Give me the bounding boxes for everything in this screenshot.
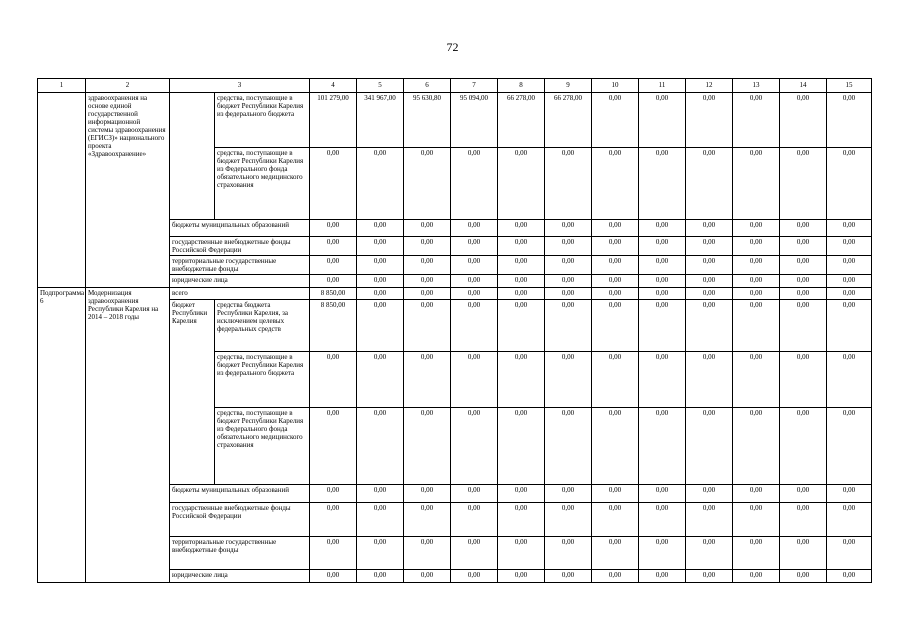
value-cell: 0,00	[592, 503, 639, 537]
value-cell: 0,00	[310, 570, 357, 583]
value-cell: 0,00	[498, 300, 545, 352]
funding-source-label: государственные внебюджетные фонды Российской Федерации	[170, 237, 310, 256]
value-cell: 0,00	[404, 237, 451, 256]
value-cell: 0,00	[780, 93, 827, 148]
value-cell: 8 850,00	[310, 300, 357, 352]
value-cell: 0,00	[451, 288, 498, 300]
value-cell: 0,00	[404, 220, 451, 237]
value-cell: 0,00	[780, 485, 827, 503]
value-cell: 0,00	[639, 503, 686, 537]
value-cell: 0,00	[357, 288, 404, 300]
column-number: 12	[686, 79, 733, 93]
value-cell: 0,00	[451, 408, 498, 485]
value-cell: 0,00	[357, 275, 404, 288]
value-cell: 0,00	[404, 288, 451, 300]
value-cell: 0,00	[686, 485, 733, 503]
value-cell: 0,00	[545, 237, 592, 256]
value-cell: 0,00	[639, 275, 686, 288]
value-cell: 95 630,80	[404, 93, 451, 148]
value-cell: 0,00	[733, 148, 780, 220]
value-cell: 0,00	[686, 537, 733, 570]
value-cell: 0,00	[780, 352, 827, 408]
funding-source-label: государственные внебюджетные фонды Российской Федерации	[170, 503, 310, 537]
value-cell: 0,00	[686, 148, 733, 220]
column-number: 13	[733, 79, 780, 93]
value-cell: 0,00	[357, 237, 404, 256]
value-cell: 0,00	[827, 275, 872, 288]
value-cell: 0,00	[733, 537, 780, 570]
value-cell: 0,00	[780, 537, 827, 570]
value-cell: 0,00	[780, 408, 827, 485]
value-cell: 0,00	[780, 237, 827, 256]
value-cell: 0,00	[451, 275, 498, 288]
value-cell: 66 278,00	[498, 93, 545, 148]
value-cell: 0,00	[451, 300, 498, 352]
value-cell: 0,00	[451, 148, 498, 220]
value-cell: 0,00	[827, 93, 872, 148]
value-cell: 0,00	[733, 288, 780, 300]
value-cell: 0,00	[686, 93, 733, 148]
value-cell: 0,00	[545, 288, 592, 300]
value-cell: 0,00	[592, 220, 639, 237]
value-cell: 0,00	[639, 288, 686, 300]
value-cell: 0,00	[592, 352, 639, 408]
value-cell: 0,00	[404, 148, 451, 220]
value-cell: 0,00	[780, 300, 827, 352]
value-cell: 8 850,00	[310, 288, 357, 300]
column-number: 11	[639, 79, 686, 93]
subprogram-name: Модернизация здравоохранения Республики Карелия на 2014 – 2018 годы	[86, 288, 170, 583]
value-cell: 0,00	[545, 570, 592, 583]
value-cell: 0,00	[733, 352, 780, 408]
value-cell: 0,00	[827, 485, 872, 503]
value-cell: 0,00	[592, 288, 639, 300]
value-cell: 0,00	[592, 408, 639, 485]
value-cell: 0,00	[827, 237, 872, 256]
value-cell: 0,00	[545, 220, 592, 237]
value-cell: 0,00	[592, 537, 639, 570]
column-number: 5	[357, 79, 404, 93]
value-cell: 0,00	[310, 256, 357, 275]
value-cell: 0,00	[592, 256, 639, 275]
value-cell: 0,00	[498, 275, 545, 288]
value-cell: 0,00	[545, 275, 592, 288]
value-cell: 0,00	[827, 352, 872, 408]
page-number: 72	[446, 40, 459, 54]
value-cell: 0,00	[686, 570, 733, 583]
value-cell: 66 278,00	[545, 93, 592, 148]
value-cell: 0,00	[545, 256, 592, 275]
value-cell: 0,00	[827, 503, 872, 537]
header-row	[38, 79, 872, 93]
value-cell: 0,00	[451, 237, 498, 256]
value-cell: 0,00	[310, 237, 357, 256]
value-cell: 0,00	[733, 503, 780, 537]
value-cell: 0,00	[451, 503, 498, 537]
value-cell: 0,00	[733, 220, 780, 237]
value-cell: 0,00	[686, 503, 733, 537]
value-cell: 0,00	[545, 503, 592, 537]
value-cell: 0,00	[780, 275, 827, 288]
value-cell: 0,00	[780, 503, 827, 537]
funding-source-label: юридические лица	[170, 570, 310, 583]
table-row	[38, 288, 872, 300]
subprogram-code: Подпрограмма 6	[38, 288, 86, 583]
funding-source-label: территориальные государственные внебюджетные фонды	[170, 537, 310, 570]
funding-source-label: средства, поступающие в бюджет Республики Карелия из Федерального фонда обязательного медицинского страхования	[215, 408, 310, 485]
column-number: 15	[827, 79, 872, 93]
value-cell: 0,00	[639, 570, 686, 583]
funding-source-label: средства, поступающие в бюджет Республики Карелия из Федерального фонда обязательного медицинского страхования	[215, 148, 310, 220]
value-cell: 0,00	[357, 256, 404, 275]
value-cell: 0,00	[451, 256, 498, 275]
row-code-cell	[38, 93, 86, 288]
value-cell: 0,00	[639, 408, 686, 485]
value-cell: 0,00	[357, 570, 404, 583]
value-cell: 0,00	[310, 537, 357, 570]
column-number: 10	[592, 79, 639, 93]
value-cell: 0,00	[310, 148, 357, 220]
value-cell: 0,00	[310, 503, 357, 537]
value-cell: 0,00	[639, 237, 686, 256]
value-cell: 0,00	[827, 537, 872, 570]
value-cell: 0,00	[404, 300, 451, 352]
value-cell: 0,00	[498, 288, 545, 300]
budget-table	[37, 78, 872, 583]
value-cell: 0,00	[780, 220, 827, 237]
value-cell: 0,00	[498, 485, 545, 503]
column-number: 14	[780, 79, 827, 93]
value-cell: 0,00	[827, 570, 872, 583]
value-cell: 0,00	[733, 237, 780, 256]
value-cell: 0,00	[357, 537, 404, 570]
value-cell: 0,00	[357, 503, 404, 537]
value-cell: 0,00	[780, 570, 827, 583]
value-cell: 95 094,00	[451, 93, 498, 148]
table-row	[38, 93, 872, 148]
value-cell: 0,00	[545, 352, 592, 408]
value-cell: 0,00	[733, 300, 780, 352]
value-cell: 0,00	[404, 485, 451, 503]
value-cell: 0,00	[498, 352, 545, 408]
value-cell: 0,00	[404, 352, 451, 408]
column-number: 7	[451, 79, 498, 93]
value-cell: 0,00	[545, 408, 592, 485]
value-cell: 0,00	[827, 288, 872, 300]
funding-source-label: бюджеты муниципальных образований	[170, 220, 310, 237]
value-cell: 0,00	[733, 275, 780, 288]
value-cell: 0,00	[545, 485, 592, 503]
value-cell: 0,00	[310, 408, 357, 485]
value-cell: 0,00	[357, 300, 404, 352]
value-cell: 0,00	[639, 256, 686, 275]
value-cell: 0,00	[780, 256, 827, 275]
value-cell: 0,00	[310, 352, 357, 408]
value-cell: 341 967,00	[357, 93, 404, 148]
value-cell: 0,00	[592, 275, 639, 288]
column-number: 8	[498, 79, 545, 93]
value-cell: 0,00	[686, 220, 733, 237]
value-cell: 0,00	[592, 570, 639, 583]
value-cell: 0,00	[827, 408, 872, 485]
funding-source-label: средства, поступающие в бюджет Республики Карелия из федерального бюджета	[215, 93, 310, 148]
funding-source-label: средства, поступающие в бюджет Республики Карелия из федерального бюджета	[215, 352, 310, 408]
funding-source-label: юридические лица	[170, 275, 310, 288]
value-cell: 0,00	[827, 256, 872, 275]
funding-source-label: бюджеты муниципальных образований	[170, 485, 310, 503]
value-cell: 0,00	[686, 300, 733, 352]
value-cell: 0,00	[498, 220, 545, 237]
value-cell: 0,00	[404, 537, 451, 570]
funding-source-label: средства бюджета Республики Карелия, за исключением целевых федеральных средств	[215, 300, 310, 352]
value-cell: 0,00	[592, 237, 639, 256]
value-cell: 0,00	[357, 485, 404, 503]
value-cell: 0,00	[780, 148, 827, 220]
value-cell: 0,00	[545, 148, 592, 220]
value-cell: 0,00	[733, 256, 780, 275]
value-cell: 0,00	[780, 288, 827, 300]
value-cell: 0,00	[404, 275, 451, 288]
value-cell: 0,00	[686, 275, 733, 288]
value-cell: 0,00	[498, 503, 545, 537]
value-cell: 0,00	[733, 570, 780, 583]
column-number: 2	[86, 79, 170, 93]
total-label: всего	[170, 288, 310, 300]
value-cell: 0,00	[827, 300, 872, 352]
value-cell: 0,00	[451, 352, 498, 408]
value-cell: 0,00	[451, 537, 498, 570]
value-cell: 0,00	[404, 503, 451, 537]
value-cell: 0,00	[592, 93, 639, 148]
column-number: 1	[38, 79, 86, 93]
value-cell: 0,00	[733, 485, 780, 503]
value-cell: 0,00	[639, 537, 686, 570]
value-cell: 0,00	[498, 537, 545, 570]
value-cell: 0,00	[733, 93, 780, 148]
value-cell: 0,00	[592, 148, 639, 220]
value-cell: 0,00	[639, 485, 686, 503]
value-cell: 0,00	[310, 485, 357, 503]
value-cell: 0,00	[310, 275, 357, 288]
funding-source-label: территориальные государственные внебюджетные фонды	[170, 256, 310, 275]
value-cell: 0,00	[404, 570, 451, 583]
value-cell: 0,00	[404, 256, 451, 275]
value-cell: 0,00	[545, 537, 592, 570]
column-number: 6	[404, 79, 451, 93]
value-cell: 0,00	[592, 300, 639, 352]
value-cell: 0,00	[639, 352, 686, 408]
value-cell: 0,00	[357, 352, 404, 408]
value-cell: 0,00	[545, 300, 592, 352]
value-cell: 0,00	[686, 288, 733, 300]
value-cell: 0,00	[686, 352, 733, 408]
value-cell: 0,00	[639, 148, 686, 220]
value-cell: 0,00	[639, 300, 686, 352]
program-name-cell: здравоохранения на основе единой государственной информационной системы здравоохранения (ЕГИСЗ)» национального проекта «Здравоохранение»	[86, 93, 170, 288]
value-cell: 0,00	[498, 148, 545, 220]
value-cell: 0,00	[310, 220, 357, 237]
column-number: 9	[545, 79, 592, 93]
value-cell: 101 279,00	[310, 93, 357, 148]
value-cell: 0,00	[498, 570, 545, 583]
column-number: 4	[310, 79, 357, 93]
value-cell: 0,00	[827, 148, 872, 220]
value-cell: 0,00	[686, 408, 733, 485]
value-cell: 0,00	[498, 237, 545, 256]
value-cell: 0,00	[451, 220, 498, 237]
value-cell: 0,00	[498, 256, 545, 275]
value-cell: 0,00	[686, 237, 733, 256]
value-cell: 0,00	[357, 408, 404, 485]
column-number: 3	[170, 79, 310, 93]
value-cell: 0,00	[639, 220, 686, 237]
value-cell: 0,00	[357, 148, 404, 220]
value-cell: 0,00	[592, 485, 639, 503]
budget-group-cell	[170, 93, 215, 220]
value-cell: 0,00	[451, 485, 498, 503]
value-cell: 0,00	[451, 570, 498, 583]
budget-group-label: бюджет Республики Карелия	[170, 300, 215, 485]
value-cell: 0,00	[827, 220, 872, 237]
value-cell: 0,00	[733, 408, 780, 485]
value-cell: 0,00	[498, 408, 545, 485]
value-cell: 0,00	[686, 256, 733, 275]
value-cell: 0,00	[404, 408, 451, 485]
value-cell: 0,00	[639, 93, 686, 148]
value-cell: 0,00	[357, 220, 404, 237]
